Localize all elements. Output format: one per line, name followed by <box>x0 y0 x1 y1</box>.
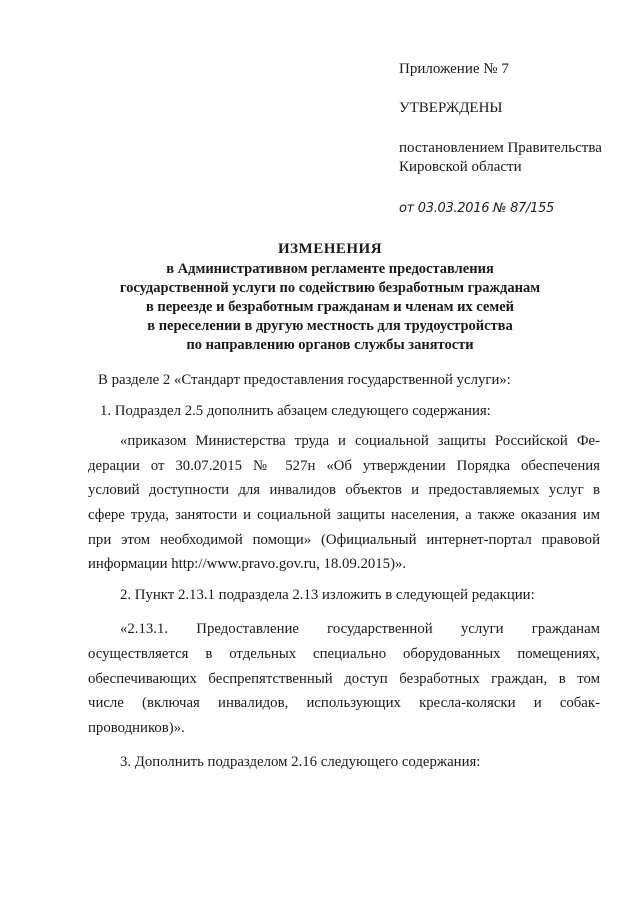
quote-1-line: информации http://www.pravo.gov.ru, 18.09.2015)». <box>88 556 407 573</box>
title-line: государственной услуги по содействию безработным гражданам <box>119 280 541 296</box>
document-title <box>90 240 570 355</box>
handwritten-date-number: от 03.03.2016 № 87/155 <box>399 201 555 216</box>
document-body <box>88 368 600 775</box>
quote-2-line: осуществляется в отдельных специально оборудованных помещениях, <box>88 645 600 662</box>
title-line: в переезде и безработным гражданам и членам их семей <box>145 299 515 315</box>
intro-paragraph: В разделе 2 «Стандарт предоставления государственной услуги»: <box>98 372 511 388</box>
quote-1-line: дерации от 30.07.2015 № 527н «Об утверждении Порядка обеспечения <box>88 457 600 474</box>
item-1: 1. Подраздел 2.5 дополнить абзацем следующего содержания: <box>100 402 491 419</box>
approved-label: УТВЕРЖДЕНЫ <box>399 100 503 116</box>
appendix-number: Приложение № 7 <box>399 61 509 77</box>
quote-1-line: условий доступности для инвалидов объектов и предоставляемых услуг в <box>88 482 600 499</box>
quote-1 <box>88 429 600 577</box>
item-2: 2. Пункт 2.13.1 подраздела 2.13 изложить в следующей редакции: <box>120 586 535 603</box>
title-line: в Административном регламенте предоставления <box>166 261 494 277</box>
quote-1-line: «приказом Министерства труда и социальной защиты Российской Фе- <box>120 433 600 450</box>
item-3: 3. Дополнить подразделом 2.16 следующего содержания: <box>120 754 481 771</box>
quote-1-line: при этом необходимой помощи» (Официальный интернет-портал правовой <box>88 531 600 548</box>
quote-2-line: «2.13.1. Предоставление государственной услуги гражданам <box>120 621 600 638</box>
title-main: ИЗМЕНЕНИЯ <box>277 241 383 257</box>
approval-header <box>399 60 629 218</box>
title-line: в переселении в другую местность для трудоустройства <box>147 318 513 334</box>
decree-line-2: Кировской области <box>399 159 522 175</box>
quote-2-line: числе (включая инвалидов, использующих кресла-коляски и собак- <box>88 695 600 712</box>
quote-2-line: обеспечивающих беспрепятственный доступ безработных граждан, в том <box>88 670 600 687</box>
decree-line-1: постановлением Правительства <box>399 140 602 156</box>
quote-2-line: проводников)». <box>88 719 185 736</box>
quote-2 <box>88 617 600 740</box>
title-line: по направлению органов службы занятости <box>186 337 474 353</box>
quote-1-line: сфере труда, занятости и социальной защиты населения, а также оказания им <box>88 506 600 523</box>
